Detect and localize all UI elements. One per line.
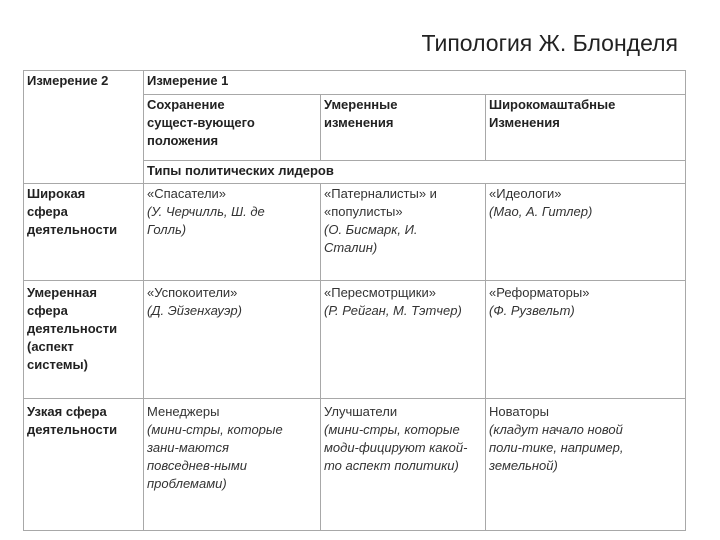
slide-title: Типология Ж. Блонделя: [421, 30, 678, 56]
table-border: [23, 70, 24, 531]
table-cell: [324, 284, 462, 320]
row-label: Широкая сфера деятельности: [27, 186, 118, 237]
table-divider: [320, 183, 321, 531]
header-types: Типы политических лидеров: [147, 163, 334, 178]
leader-type: Новаторы: [489, 404, 549, 419]
table-divider: [485, 183, 486, 531]
table-divider: [143, 160, 685, 161]
header-col-1: Сохранение сущест-вующего положения: [147, 97, 255, 148]
table-cell: [324, 403, 467, 475]
header-col-3: Широкомаштабные Изменения: [489, 97, 616, 130]
leader-examples: (мини-стры, которые моди-фицируют какой- то аспект политики): [324, 422, 468, 473]
table-divider: [320, 94, 321, 160]
table-cell: [147, 185, 265, 239]
row-label: Узкая сфера деятельности: [27, 404, 118, 437]
row-label: Умеренная сфера деятельности (аспект системы): [27, 285, 118, 372]
leader-type: Менеджеры: [147, 404, 220, 419]
leader-type: «Патерналисты» и «популисты»: [324, 186, 437, 219]
table-divider: [485, 94, 486, 160]
table-cell: [489, 403, 623, 475]
leader-type: «Идеологи»: [489, 186, 562, 201]
leader-examples: (О. Бисмарк, И. Сталин): [324, 222, 418, 255]
table-divider: [23, 398, 685, 399]
leader-examples: (Ф. Рузвельт): [489, 303, 575, 318]
table-divider: [143, 70, 144, 531]
leader-examples: (Мао, А. Гитлер): [489, 204, 593, 219]
table-border: [685, 70, 686, 531]
header-dim1: Измерение 1: [147, 73, 229, 88]
leader-type: «Спасатели»: [147, 186, 227, 201]
table-cell: [489, 284, 589, 320]
table-cell: [147, 284, 242, 320]
leader-examples: (мини-стры, которые зани-маются повседнев-ными проблемами): [147, 422, 283, 491]
table-divider: [23, 280, 685, 281]
leader-examples: (Д. Эйзенхауэр): [147, 303, 242, 318]
leader-examples: (У. Черчилль, Ш. де Голль): [147, 204, 265, 237]
header-col-2: Умеренные изменения: [324, 97, 398, 130]
table-divider: [23, 183, 685, 184]
leader-type: Улучшатели: [324, 404, 398, 419]
leader-examples: (кладут начало новой поли-тике, например, земельной): [489, 422, 624, 473]
table-cell: [324, 185, 437, 257]
table-border: [23, 530, 685, 531]
table-divider: [143, 94, 685, 95]
table-cell: [147, 403, 283, 493]
leader-type: «Реформаторы»: [489, 285, 590, 300]
leader-type: «Пересмотрщики»: [324, 285, 436, 300]
table-border: [23, 70, 685, 71]
table-cell: [489, 185, 592, 221]
leader-type: «Успокоители»: [147, 285, 238, 300]
leader-examples: (Р. Рейган, М. Тэтчер): [324, 303, 462, 318]
header-dim2: Измерение 2: [27, 73, 109, 88]
